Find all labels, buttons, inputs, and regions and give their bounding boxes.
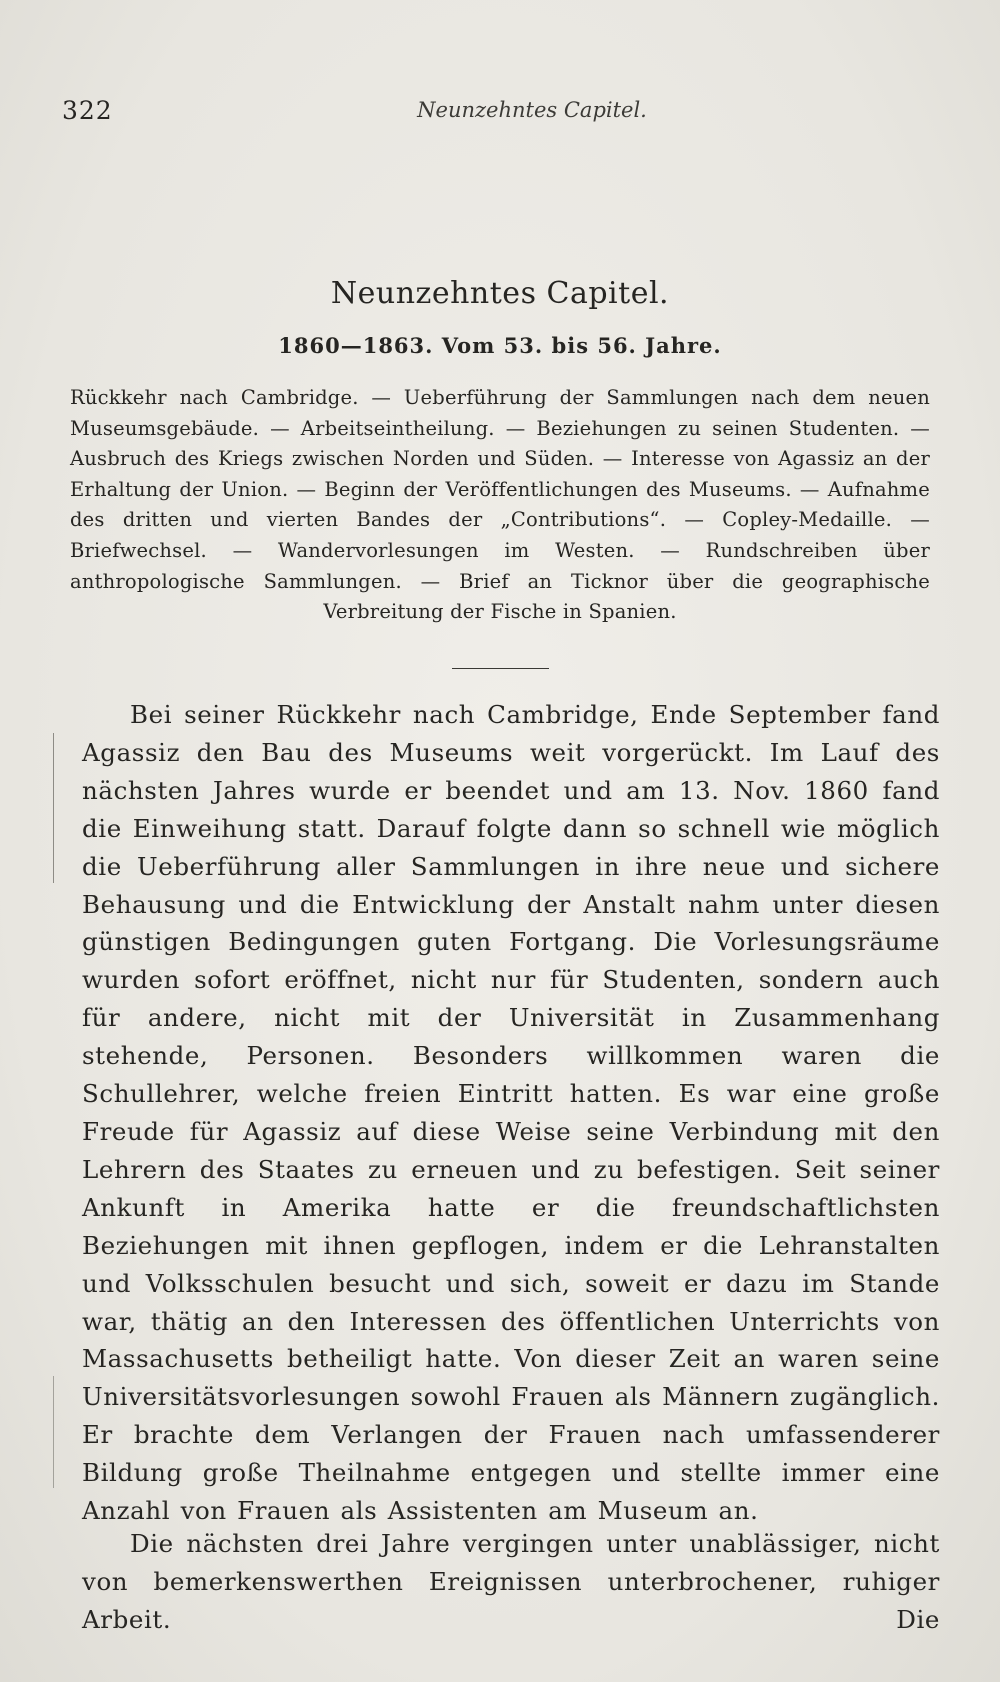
running-title: Neunzehntes Capitel.	[417, 98, 647, 122]
section-divider	[452, 668, 549, 669]
body-paragraph: Die nächsten drei Jahre vergingen unter unablässiger, nicht von bemerkenswerthen Ereignissen unterbrochener, ruhiger Arbeit. Die	[82, 1529, 940, 1634]
chapter-summary: Rückkehr nach Cambridge. — Ueberführung der Sammlungen nach dem neuen Museumsgebäude. — Arbeitseintheilung. — Beziehungen zu seinen Studenten. — Ausbruch des Kriegs zwischen Norden und Süden. — Interesse von Agassiz an der Erhaltung der Union. — Beginn der Veröffentlichungen des Museums. — Aufnahme des dritten und vierten Bandes der „Contributions“. — Copley-Medaille. — Briefwechsel. — Wandervorlesungen im Westen. — Rundschreiben über anthropologische Sammlungen. — Brief an Ticknor über die geographische Verbreitung der Fische in Spanien.	[70, 386, 930, 624]
chapter-subtitle: 1860—1863. Vom 53. bis 56. Jahre.	[278, 333, 722, 358]
chapter-title: Neunzehntes Capitel.	[330, 276, 670, 311]
margin-pencil-mark	[53, 1376, 54, 1488]
margin-pencil-mark	[53, 733, 54, 883]
body-paragraph: Bei seiner Rückkehr nach Cambridge, Ende September fand Agassiz den Bau des Museums weit vorgerückt. Im Lauf des nächsten Jahres wurde er beendet und am 13. Nov. 1860 fand die Einweihung statt. Darauf folgte dann so schnell wie möglich die Ueberführung aller Sammlungen in ihre neue und sichere Behausung und die Entwicklung der Anstalt nahm unter diesen günstigen Bedingungen guten Fortgang. Die Vorlesungsräume wurden sofort eröffnet, nicht nur für Studenten, sondern auch für andere, nicht mit der Universität in Zusammenhang stehende, Personen. Besonders willkommen waren die Schullehrer, welche freien Eintritt hatten. Es war eine große Freude für Agassiz auf diese Weise seine Verbindung mit den Lehrern des Staates zu erneuen und zu befestigen. Seit seiner Ankunft in Amerika hatte er die freundschaftlichsten Beziehungen mit ihnen gepflogen, indem er die Lehranstalten und Volksschulen besucht und sich, soweit er dazu im Stande war, thätig an den Interessen des öffentlichen Unterrichts von Massachusetts betheiligt hatte. Von dieser Zeit an waren seine Universitätsvorlesungen sowohl Frauen als Männern zugänglich. Er brachte dem Verlangen der Frauen nach umfassenderer Bildung große Theilnahme entgegen und stellte immer eine Anzahl von Frauen als Assistenten am Museum an.	[82, 700, 940, 1526]
page-number: 322	[62, 96, 113, 125]
running-head	[62, 96, 938, 136]
